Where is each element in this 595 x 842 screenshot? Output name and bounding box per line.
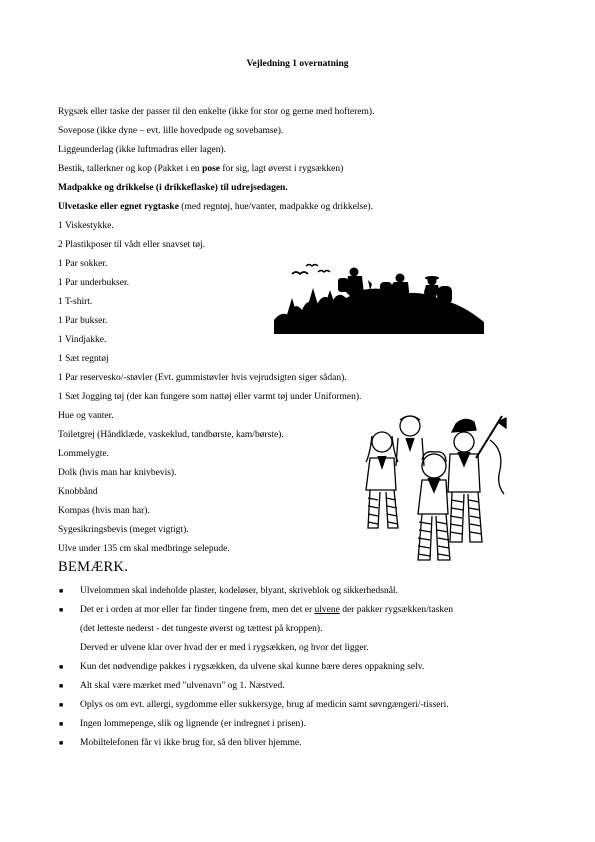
packing-list-item-text: Rygsæk eller taske der passer til den enkelte (ikke for stor og gerne med hofterem). bbox=[58, 107, 375, 117]
remark-item bbox=[58, 601, 528, 620]
square-bullet-icon: ■ bbox=[59, 663, 64, 671]
packing-list-item-pre: Bestik, tallerkner og kop (Pakket i en bbox=[58, 164, 203, 174]
packing-list-item-text: Liggeunderlag (ikke luftmadras eller lagen). bbox=[58, 145, 227, 155]
remark-item-text: Derved er ulvene klar over hvad der er med i rygsækken, og hvor det ligger. bbox=[80, 643, 369, 653]
remark-item bbox=[58, 734, 528, 753]
remark-item-pre: Det er i orden at mor eller far finder tingene frem, men det er bbox=[80, 605, 315, 615]
packing-list-item-text: 1 Par sokker. bbox=[58, 259, 108, 269]
packing-list-item-text: 1 Sæt Jogging tøj (der kan fungere som nattøj eller varmt tøj under Uniformen). bbox=[58, 392, 362, 402]
packing-list-item-text: Sygesikringsbevis (meget vigtigt). bbox=[58, 525, 189, 535]
packing-list-item bbox=[58, 388, 418, 407]
square-bullet-icon: ■ bbox=[59, 720, 64, 728]
packing-list-item-text: Dolk (hvis man har knivbevis). bbox=[58, 468, 177, 478]
bird-icon bbox=[306, 265, 318, 267]
packing-list-item bbox=[58, 369, 418, 388]
remark-item bbox=[58, 639, 528, 658]
packing-list-item-bold: Ulvetaske eller egnet rygtaske bbox=[58, 202, 179, 212]
remark-item-text: Ingen lommepenge, slik og lignende (er indregnet i prisen). bbox=[80, 719, 306, 729]
bird-icon bbox=[292, 272, 308, 274]
square-bullet-icon: ■ bbox=[59, 739, 64, 747]
remark-item-text: Mobiltelefonen får vi ikke brug for, så den bliver hjemme. bbox=[80, 738, 302, 748]
remark-item bbox=[58, 715, 528, 734]
packing-list-item-text: 1 Vindjakke. bbox=[58, 335, 107, 345]
remark-item-post: der pakker rygsækken/tasken bbox=[339, 605, 454, 615]
remark-item-text: Oplys os om evt. allergi, sygdomme eller sukkersyge, brug af medicin samt søvngængeri/-tisseri. bbox=[80, 700, 449, 710]
remark-item-text: Ulvelommen skal indeholde plaster, kodeløser, blyant, skriveblok og sikkerhedsnål. bbox=[80, 586, 398, 596]
packing-list-item-text: 1 Par bukser. bbox=[58, 316, 108, 326]
packing-list-item-bold: pose bbox=[202, 164, 221, 174]
packing-list-item-text: Hue og vanter. bbox=[58, 411, 114, 421]
packing-list-item bbox=[58, 141, 418, 160]
packing-list-item-text: Kompas (hvis man har). bbox=[58, 506, 150, 516]
bird-icon bbox=[318, 271, 330, 273]
square-bullet-icon: ■ bbox=[59, 701, 64, 709]
packing-list-item-text: Toiletgrej (Håndklæde, vaskeklud, tandbørste, kam/børste). bbox=[58, 430, 284, 440]
page-title: Vejledning 1 overnatning bbox=[246, 59, 349, 69]
remark-item bbox=[58, 582, 528, 601]
packing-list-item-post: for sig, lagt øverst i rygsækken) bbox=[220, 164, 344, 174]
square-bullet-icon: ■ bbox=[59, 682, 64, 690]
remark-item-text: Kun det nødvendige pakkes i rygsækken, da ulvene skal kunne bære deres oppakning selv. bbox=[80, 662, 425, 672]
remark-item-underline: ulvene bbox=[314, 605, 340, 615]
packing-list-item bbox=[58, 217, 418, 236]
packing-list-item-text: Sovepose (ikke dyne – evt. lille hovedpude og sovebamse). bbox=[58, 126, 284, 136]
remarks-list bbox=[58, 582, 528, 753]
remark-item-text: Alt skal være mærket med "ulvenavn" og 1. Næstved. bbox=[80, 681, 285, 691]
packing-list-item-text: Lommelygte. bbox=[58, 449, 109, 459]
packing-list-item bbox=[58, 198, 418, 217]
remark-item bbox=[58, 620, 528, 639]
packing-list-item-text: 1 Viskestykke. bbox=[58, 221, 114, 231]
remark-item bbox=[58, 677, 528, 696]
packing-list-item-text: Madpakke og drikkelse (i drikkeflaske) til udrejsedagen. bbox=[58, 183, 288, 193]
packing-list-item bbox=[58, 350, 418, 369]
remark-item bbox=[58, 696, 528, 715]
packing-list-item-text: 1 Par reservesko/-støvler (Evt. gummistøvler hvis vejrudsigten siger sådan). bbox=[58, 373, 347, 383]
packing-list-item-text: 1 Par underbukser. bbox=[58, 278, 129, 288]
remarks-heading: BEMÆRK. bbox=[58, 559, 129, 575]
packing-list-item bbox=[58, 179, 418, 198]
packing-list-item bbox=[58, 236, 418, 255]
packing-list-item bbox=[58, 103, 418, 122]
square-bullet-icon: ■ bbox=[59, 606, 64, 614]
packing-list-item-text: Ulve under 135 cm skal medbringe selepude. bbox=[58, 544, 230, 554]
remark-item-text: (det letteste nederst - det tungeste øverst og tættest på kroppen). bbox=[80, 624, 323, 634]
packing-list-item-text: 1 Sæt regntøj bbox=[58, 354, 109, 364]
packing-list-item-text: 1 T-shirt. bbox=[58, 297, 93, 307]
hikers-silhouette-illustration bbox=[272, 260, 486, 336]
packing-list-item-text: Knobbånd bbox=[58, 487, 98, 497]
scout-children-illustration bbox=[352, 410, 510, 570]
square-bullet-icon: ■ bbox=[59, 587, 64, 595]
packing-list-item-post: (med regntøj, hue/vanter, madpakke og drikkelse). bbox=[178, 202, 373, 212]
packing-list-item bbox=[58, 160, 418, 179]
packing-list-item bbox=[58, 122, 418, 141]
remark-item bbox=[58, 658, 528, 677]
packing-list-item-text: 2 Plastikposer til vådt eller snavset tøj. bbox=[58, 240, 205, 250]
